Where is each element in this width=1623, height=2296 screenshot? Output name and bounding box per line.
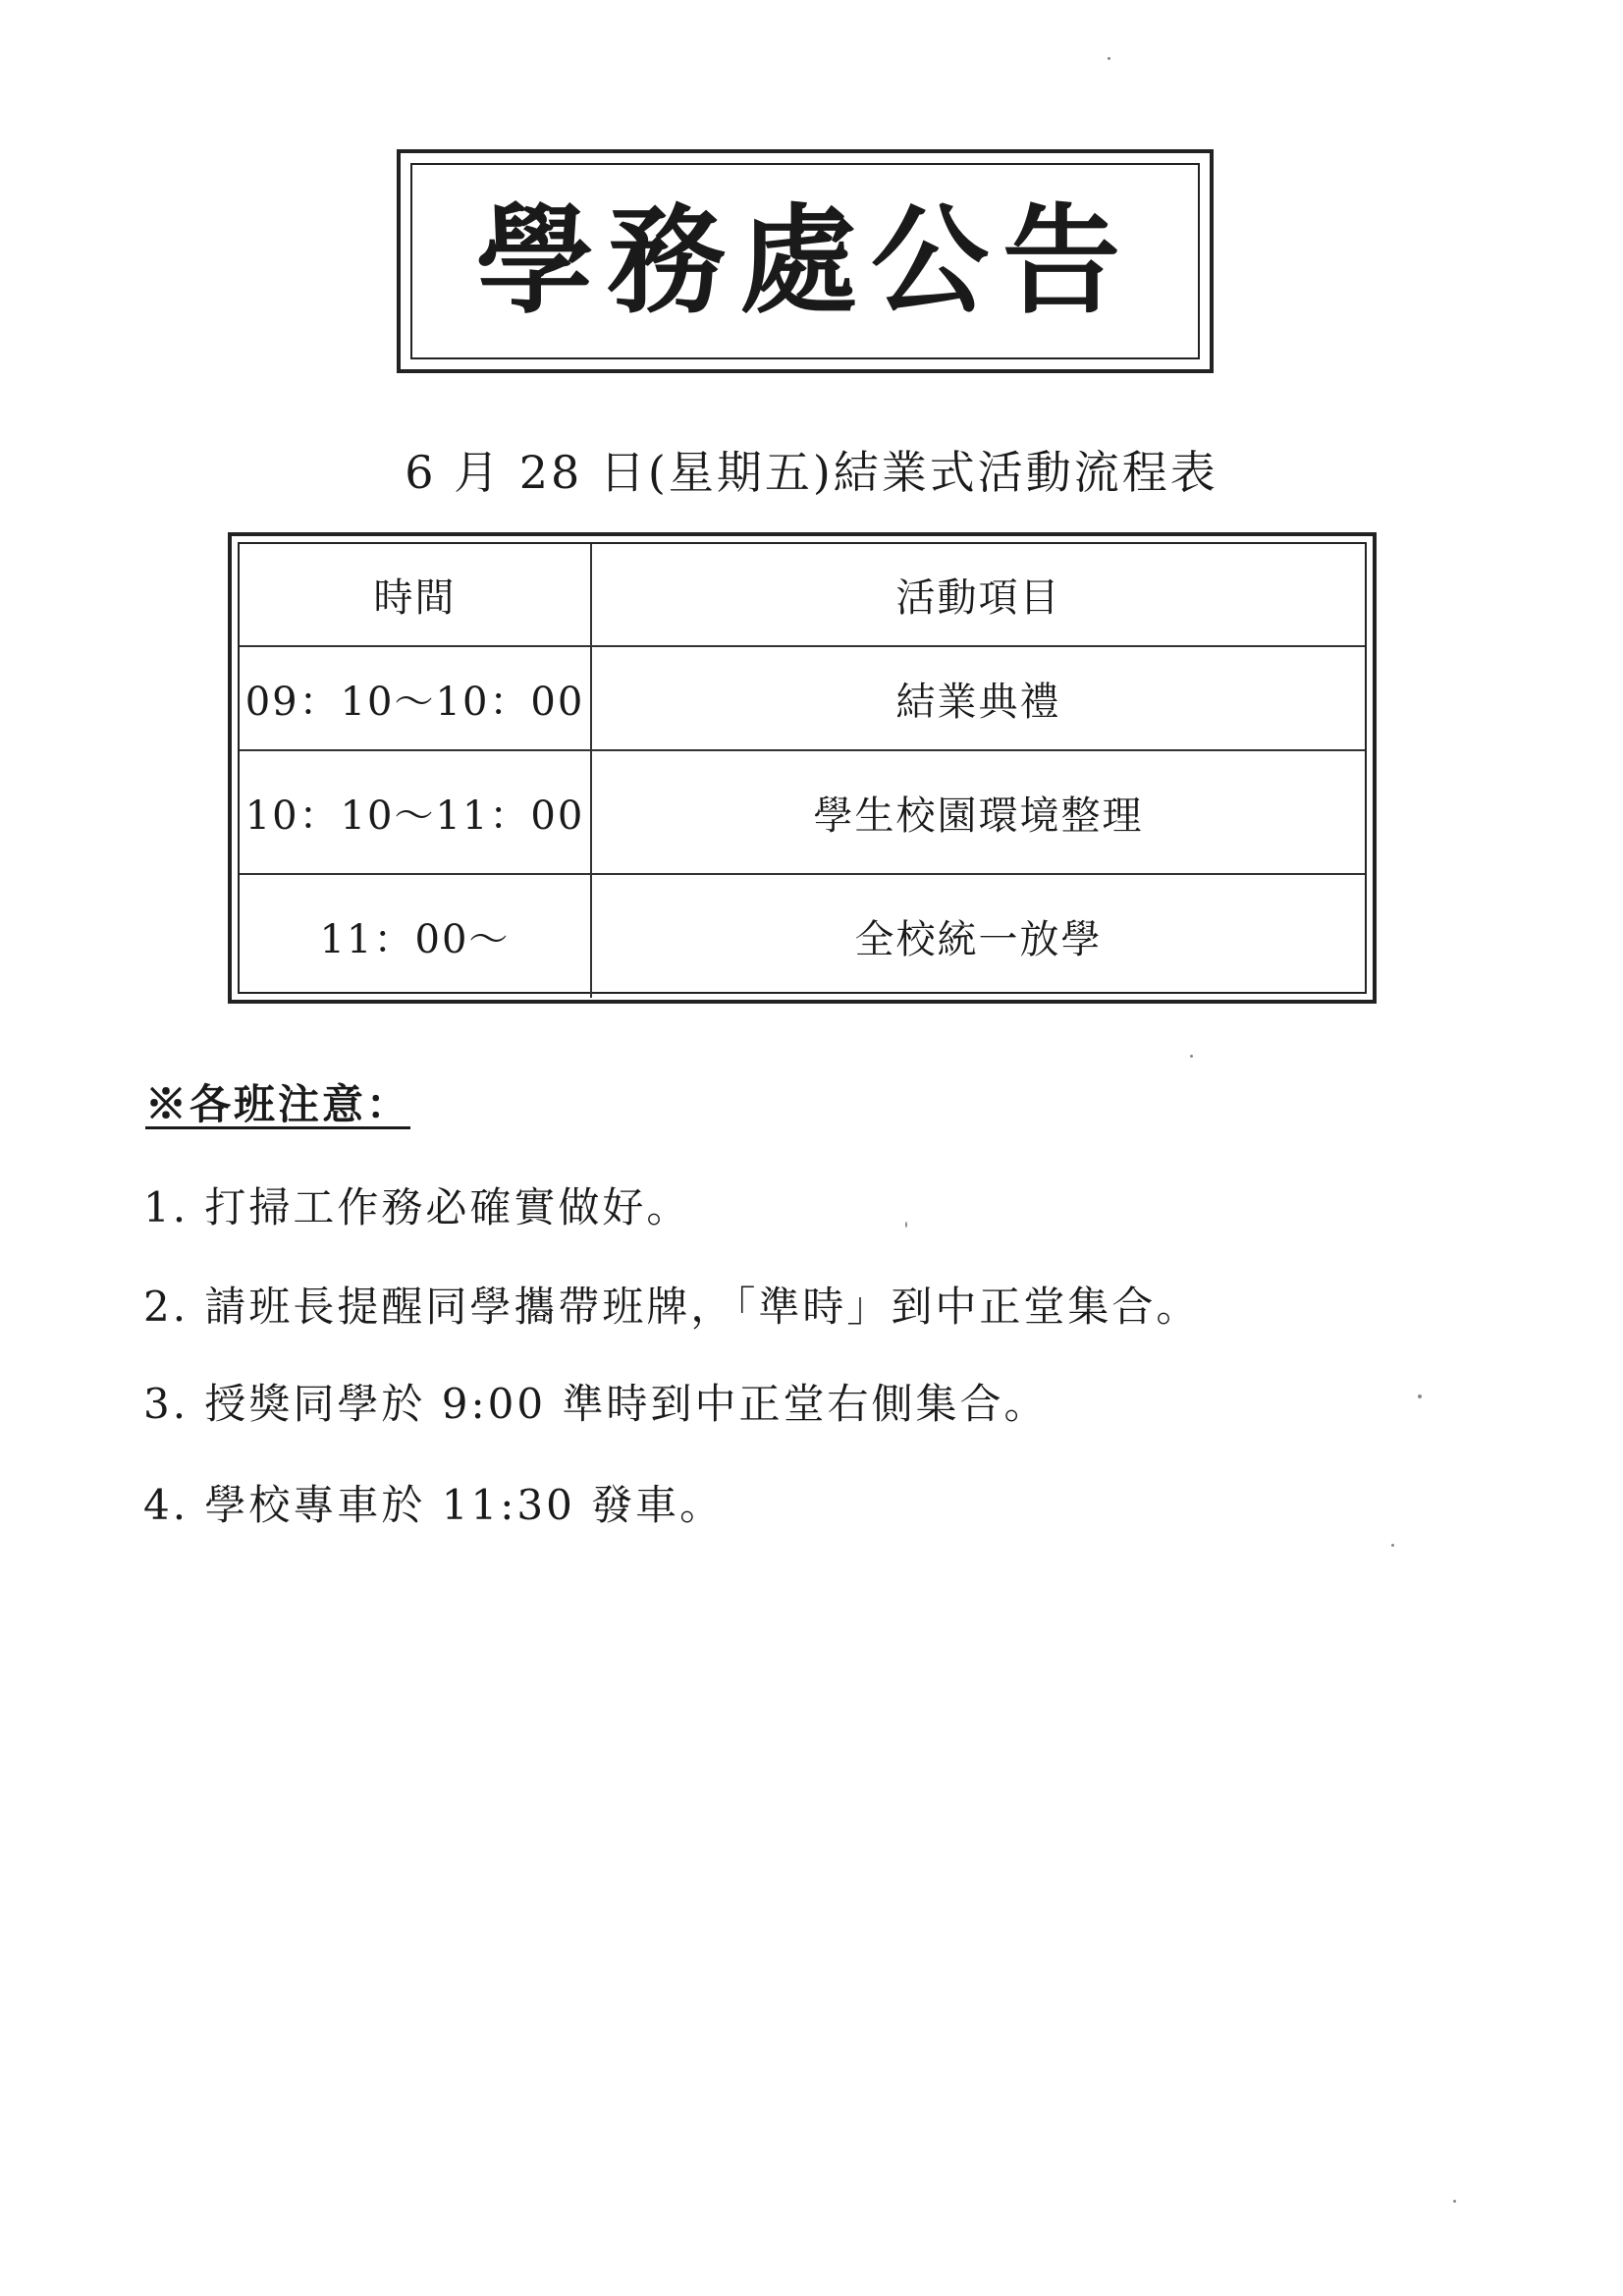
- schedule-table-inner: [238, 542, 1367, 994]
- scan-speck: [1190, 1055, 1193, 1058]
- table-row: [240, 646, 1365, 750]
- schedule-subtitle: 6 月 28 日(星期五)結業式活動流程表: [405, 446, 1218, 499]
- scan-speck: [1453, 2200, 1456, 2203]
- cell-activity: 全校統一放學: [591, 874, 1365, 998]
- cell-activity: 學生校園環境整理: [591, 750, 1365, 874]
- scan-speck: [1108, 57, 1110, 60]
- note-item: 2. 請班長提醒同學攜帶班牌，「準時」到中正堂集合。: [143, 1283, 1201, 1331]
- scan-speck: [1391, 1544, 1394, 1547]
- header-activity: 活動項目: [591, 544, 1365, 646]
- cell-activity: 結業典禮: [591, 646, 1365, 750]
- scan-speck: [905, 1222, 907, 1228]
- schedule-table: [240, 544, 1365, 998]
- notes-heading: ※各班注意：: [145, 1080, 411, 1128]
- schedule-table-frame: [228, 532, 1377, 1004]
- title-frame-inner: [410, 163, 1200, 359]
- title-frame: [397, 149, 1214, 373]
- table-row: [240, 750, 1365, 874]
- header-time: 時間: [240, 544, 591, 646]
- note-item: 1. 打掃工作務必確實做好。: [143, 1183, 691, 1231]
- page-title: 學務處公告: [476, 191, 1134, 330]
- cell-time: 10：10～11：00: [240, 750, 591, 874]
- scan-speck: [1418, 1394, 1422, 1398]
- cell-time: 09：10～10：00: [240, 646, 591, 750]
- table-row: [240, 874, 1365, 998]
- table-header-row: [240, 544, 1365, 646]
- note-item: 4. 學校專車於 11:30 發車。: [143, 1481, 725, 1529]
- note-item: 3. 授獎同學於 9:00 準時到中正堂右側集合。: [143, 1380, 1049, 1428]
- cell-time: 11：00～: [240, 874, 591, 998]
